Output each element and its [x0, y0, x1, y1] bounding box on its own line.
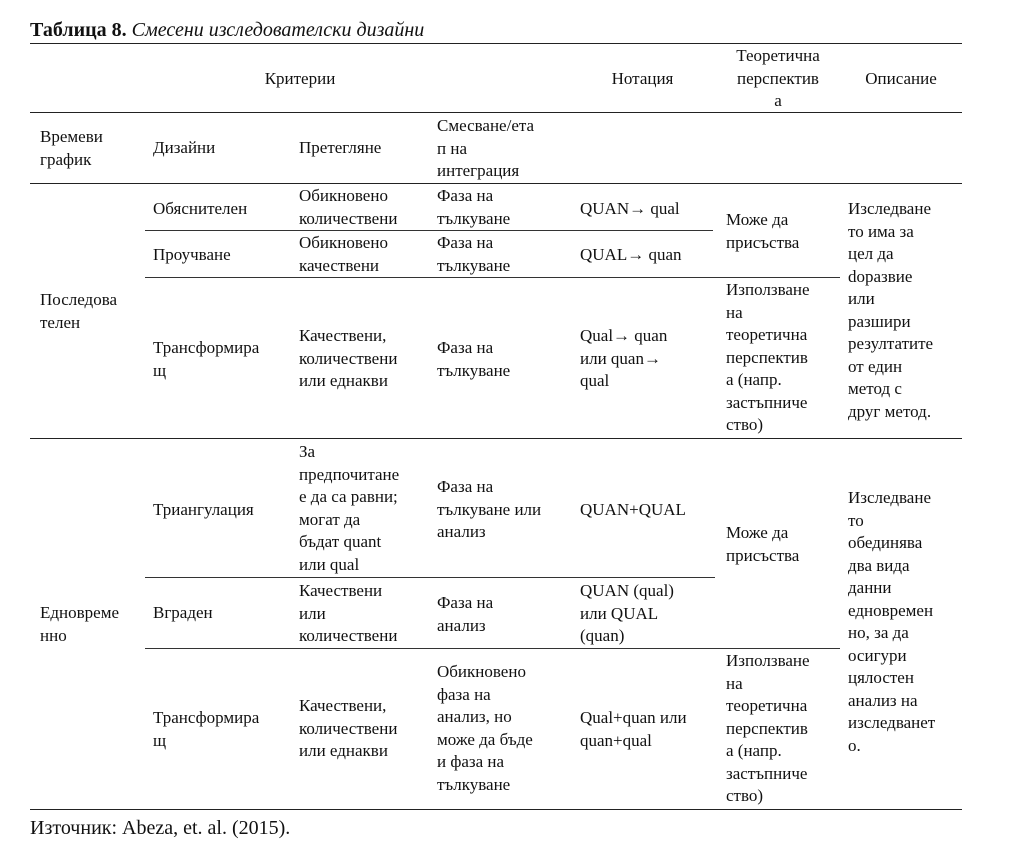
row-divider — [145, 577, 715, 578]
table-caption — [30, 17, 424, 43]
notation-cell: Qual→ quan или quan→ qual — [580, 326, 668, 390]
header-theoretical-perspective: Теоретична перспектив а — [736, 46, 820, 110]
subheader-mixing-stage: Смесване/ета п на интеграция — [437, 116, 535, 180]
row-divider — [570, 230, 713, 231]
notation-cell: QUAN+QUAL — [580, 500, 686, 519]
weighting-cell: Качествени или количествени — [299, 581, 398, 645]
subheader-weighting: Претегляне — [299, 138, 382, 157]
notation-cell: QUAN (qual) или QUAL (quan) — [580, 581, 674, 645]
mixing-cell: Фаза на тълкуване или анализ — [437, 477, 542, 541]
table-source-note: Източник: Abeza, et. al. (2015). — [30, 817, 291, 839]
theory-cell: Може да присъства — [726, 210, 800, 252]
mixing-cell: Фаза на анализ — [437, 593, 494, 635]
timeline-concurrent: Едновреме нно — [40, 603, 120, 645]
design-cell: Обяснителен — [153, 199, 248, 218]
design-cell: Вграден — [153, 603, 213, 622]
weighting-cell: Качествени, количествени или еднакви — [299, 696, 398, 760]
subheader-rule — [30, 183, 962, 184]
table-caption-title: Смесени изследователски дизайни — [131, 19, 425, 41]
row-divider — [145, 277, 840, 278]
header-criteria: Критерии — [264, 69, 336, 88]
mixing-cell: Фаза на тълкуване — [437, 233, 511, 275]
notation-cell: QUAL→ quan — [580, 245, 682, 264]
mixing-cell: Фаза на тълкуване — [437, 186, 511, 228]
weighting-cell: За предпочитане е да са равни; могат да бъдат quant или qual — [299, 442, 400, 574]
weighting-cell: Качествени, количествени или еднакви — [299, 326, 398, 390]
group-divider — [30, 438, 962, 439]
design-cell: Трансформира щ — [153, 708, 260, 750]
header-description: Описание — [865, 69, 937, 88]
notation-cell: Qual+quan или quan+qual — [580, 708, 687, 750]
timeline-sequential: Последова телен — [40, 290, 118, 332]
notation-cell: QUAN→ qual — [580, 199, 680, 218]
design-cell: Трансформира щ — [153, 338, 260, 380]
table-top-rule — [30, 43, 962, 44]
row-divider — [145, 230, 570, 231]
table-bottom-rule — [30, 809, 962, 810]
theory-cell: Може да присъства — [726, 523, 800, 565]
row-divider — [145, 648, 840, 649]
design-cell: Проучване — [153, 245, 231, 264]
description-cell: Изследване то обединява два вида данни едновремен но, за да осигури цялостен анализ на изследванет о. — [848, 488, 936, 755]
mixing-cell: Обикновено фаза на анализ, но може да бъде и фаза на тълкуване — [437, 662, 533, 794]
subheader-designs: Дизайни — [153, 138, 216, 157]
design-cell: Триангулация — [153, 500, 254, 519]
description-cell: Изследване то има за цел да doразвие или разшири резултатите от един метод с друг метод. — [848, 199, 934, 421]
weighting-cell: Обикновено количествени — [299, 186, 398, 228]
theory-cell: Използване на теоретична перспектив а (напр. застъпниче ство) — [726, 651, 810, 805]
header-notation: Нотация — [611, 69, 674, 88]
table-caption-number: Таблица 8. — [30, 19, 127, 41]
theory-cell: Използване на теоретична перспектив а (напр. застъпниче ство) — [726, 280, 810, 434]
mixing-cell: Фаза на тълкуване — [437, 338, 511, 380]
subheader-timeline: Времеви график — [40, 127, 103, 169]
weighting-cell: Обикновено качествени — [299, 233, 388, 275]
